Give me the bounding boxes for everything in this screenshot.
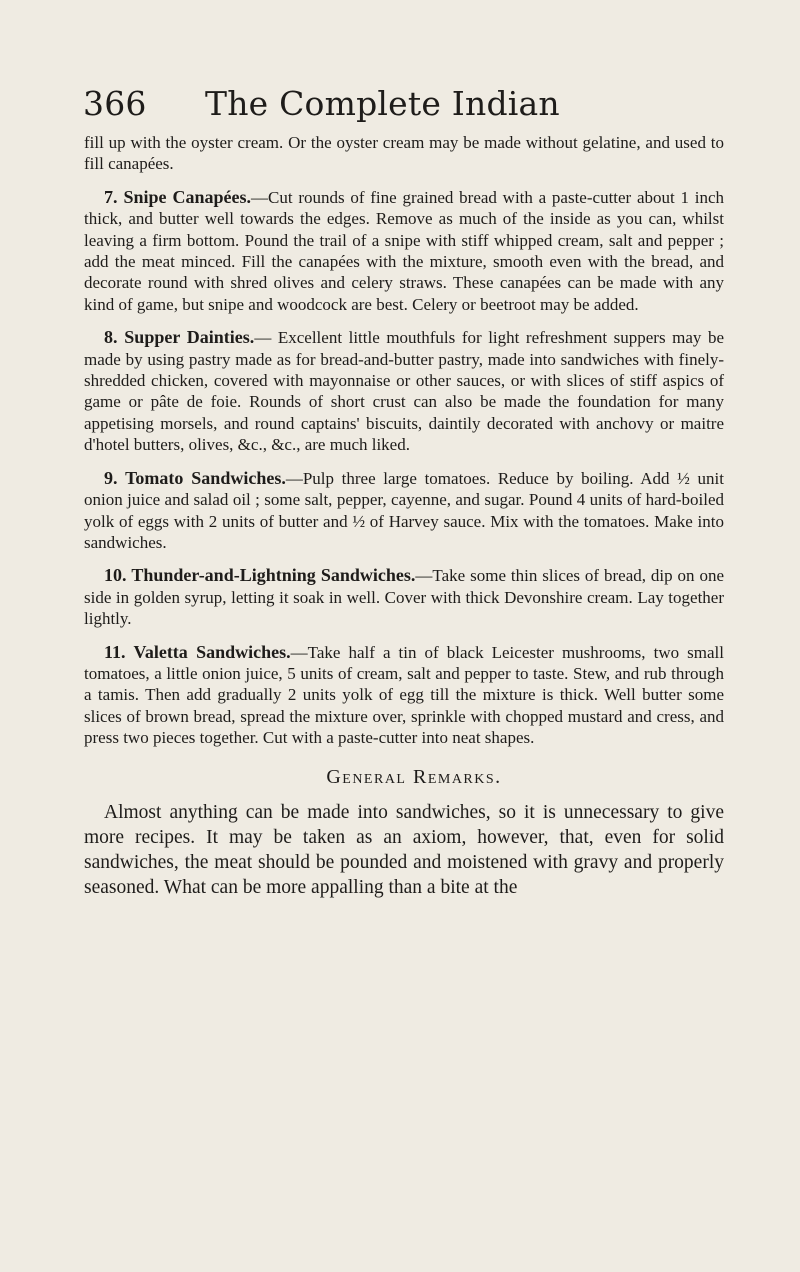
section-heading: General Remarks. — [326, 765, 502, 788]
recipe-text: —Pulp three large tomatoes. Reduce by boiling. Add ½ unit onion juice and salad oil ; some salt, pepper, cayenne, and sugar. Pound 4 units of hard-boiled yolk of eggs with 2 units of butter and ½ of Harvey sauce. Mix with the tomatoes. Make into sandwiches. — [84, 468, 724, 552]
remarks-paragraph: Almost anything can be made into sandwiches, so it is unnecessary to give more recipes. It may be taken as an axiom, however, that, even for solid sandwiches, the meat should be pounded and moistened with gravy and properly seasoned. What can be more appalling than a bite at the — [84, 801, 724, 898]
recipe-text: —Take some thin slices of bread, dip on one side in golden syrup, letting it soak in well. Cover with thick Devonshire cream. Lay together lightly. — [84, 566, 724, 629]
page-number: 366 — [83, 84, 147, 123]
recipe-tomato-sandwiches — [84, 468, 724, 554]
recipe-title: 10. Thunder-and-Lightning Sandwiches. — [104, 565, 416, 586]
recipe-thunder-and-lightning-sandwiches — [84, 565, 724, 629]
recipe-supper-dainties — [84, 327, 724, 455]
recipe-snipe-canapees — [84, 187, 724, 315]
continuation-paragraph — [84, 132, 724, 175]
recipe-title: 8. Supper Dainties. — [104, 327, 255, 348]
page-header — [83, 84, 560, 123]
recipe-title: 9. Tomato Sandwiches. — [104, 467, 286, 488]
recipe-text: —Take half a tin of black Leicester mushrooms, two small tomatoes, a little onion juice, 5 units of cream, salt and pepper to taste. Stew, and rub through a tamis. Then add gradually 2 units yolk of egg till the mixture is thick. Well butter some slices of brown bread, spread the mixture over, sprinkle with chopped mustard and cress, and press two pieces together. Cut with a paste-cutter into neat shapes. — [84, 642, 724, 748]
recipe-title: 11. Valetta Sandwiches. — [104, 641, 291, 662]
paragraph-text: fill up with the oyster cream. Or the oyster cream may be made without gelatine, and used to fill canapées. — [84, 133, 724, 174]
recipe-text: —Cut rounds of fine grained bread with a paste-cutter about 1 inch thick, and butter well towards the edges. Remove as much of the inside as you can, whilst leaving a firm bottom. Pound the trail of a snipe with stiff whipped cream, salt and pepper ; add the meat minced. Fill the canapées with the mixture, smooth even with the bread, and decorate round with shred olives and celery straws. These canapées can be made with any kind of game, but snipe and woodcock are best. Celery or beetroot may be added. — [84, 187, 724, 314]
recipe-text: — Excellent little mouthfuls for light refreshment suppers may be made by using pastry made as for bread-and-butter pastry, made into sandwiches with finely-shredded chicken, covered with mayonnaise or other sauces, or with slices of stiff aspics of game or pâte de foie. Rounds of short crust can also be made the foundation for many appetising morsels, and round captains' biscuits, daintily decorated with anchovy or maitre d'hotel butters, olives, &c., &c., are much liked. — [84, 328, 724, 455]
recipe-valetta-sandwiches — [84, 642, 724, 749]
general-remarks — [84, 800, 724, 900]
recipe-title: 7. Snipe Canapées. — [104, 186, 252, 207]
page-body — [84, 132, 724, 900]
running-title: The Complete Indian — [205, 84, 560, 123]
